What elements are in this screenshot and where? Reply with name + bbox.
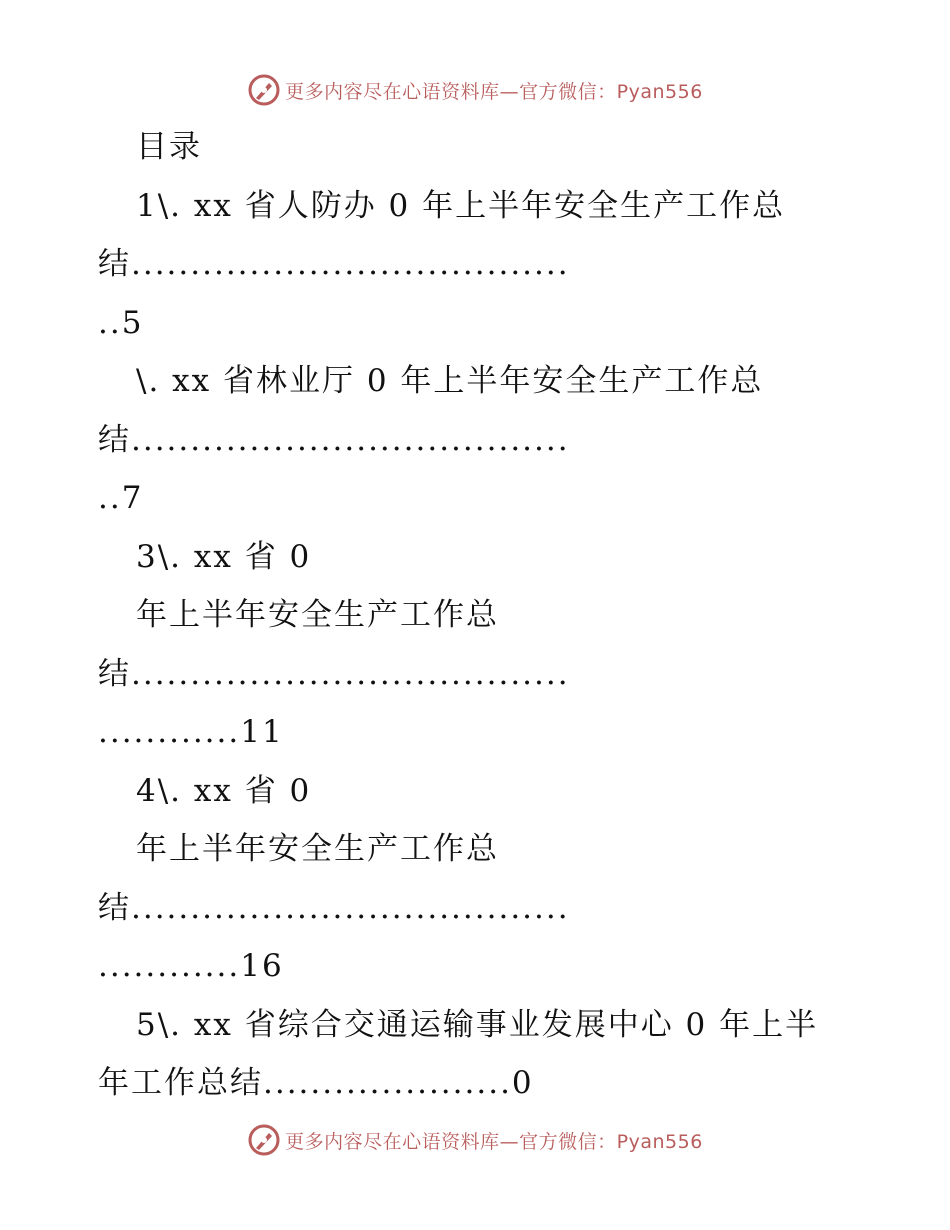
- toc-line: 4\. xx 省 0: [136, 772, 312, 809]
- watermark-text: 更多内容尽在心语资料库—官方微信：Pyan556: [285, 1130, 703, 1153]
- toc-line: ............16: [98, 948, 284, 984]
- toc-line: 3\. xx 省 0: [136, 538, 312, 575]
- header-watermark: [0, 70, 950, 110]
- toc-line: 结.....................................: [98, 889, 570, 926]
- toc-line: 结.....................................: [98, 655, 570, 692]
- toc-line: 结.....................................: [98, 421, 570, 458]
- toc-line: 年工作总结.....................0: [98, 1065, 534, 1101]
- toc-content: [98, 118, 858, 1113]
- toc-line: 1\. xx 省人防办 0 年上半年安全生产工作总: [136, 187, 786, 224]
- pen-logo-icon: [247, 73, 281, 107]
- toc-line: 年上半年安全生产工作总: [136, 831, 499, 867]
- toc-line: ............11: [98, 714, 284, 750]
- footer-watermark: [0, 1120, 950, 1160]
- toc-line: 5\. xx 省综合交通运输事业发展中心 0 年上半: [136, 1006, 819, 1043]
- toc-line: \. xx 省林业厅 0 年上半年安全生产工作总: [136, 363, 764, 399]
- toc-line: 年上半年安全生产工作总: [136, 597, 499, 633]
- pen-logo-icon: [247, 1123, 281, 1157]
- watermark-text: 更多内容尽在心语资料库—官方微信：Pyan556: [285, 80, 703, 103]
- toc-line: ..7: [98, 480, 144, 516]
- toc-line: 结.....................................: [98, 246, 570, 282]
- toc-line: ..5: [98, 304, 144, 341]
- toc-heading: 目录: [136, 129, 202, 165]
